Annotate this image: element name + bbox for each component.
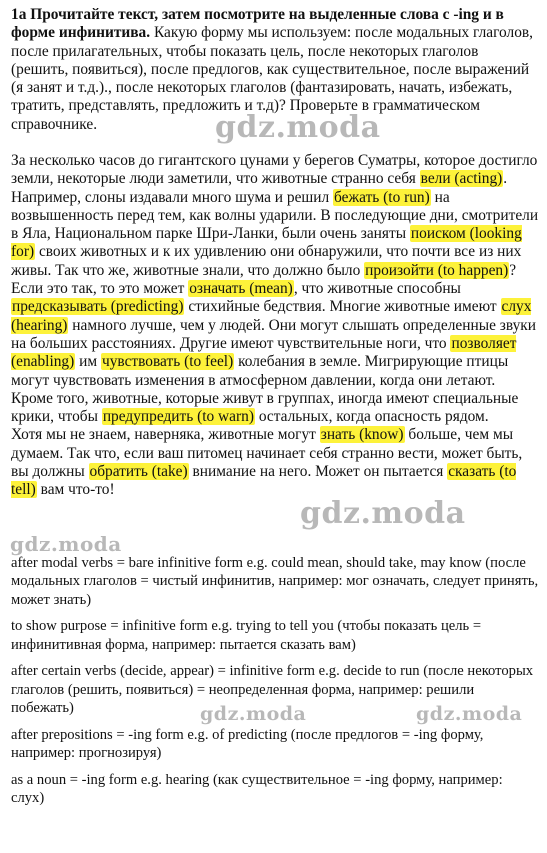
story-fragment: вам что-то!	[40, 481, 115, 499]
story-fragment: больше, чем мы думаем. Так что, если ваш питомец начинает себя странно вести, может быть, вы должны	[11, 426, 523, 481]
highlight-know: знать (know)	[320, 426, 404, 444]
story-fragment: За несколько часов до гигантского цунами у берегов Суматры, которое достигло земли, некоторые люди заметили, что животные странно себя	[11, 152, 538, 188]
note-prepositions: after prepositions = -ing form e.g. of predicting (после предлогов = -ing форму, например: прогнозируя)	[11, 726, 484, 762]
story-fragment: Хотя мы не знаем, наверняка, животные могут	[11, 426, 316, 444]
highlight-to-run: бежать (to run)	[334, 188, 430, 206]
story-fragment: , что животные способны	[293, 280, 461, 298]
highlight-looking-for: поиском (looking for)	[11, 225, 522, 261]
highlight-enabling: позволяет (enabling)	[11, 334, 517, 371]
story-text	[11, 152, 539, 500]
story-fragment: . Например, слоны издавали много шума и решил	[11, 170, 508, 206]
highlight-predicting: предсказывать (predicting)	[12, 298, 184, 316]
story-fragment: ? Если это так, то это может	[11, 261, 517, 298]
instruction-text: Какую форму мы используем: после модальных глаголов, после прилагательных, чтобы показать цель, после некоторых глаголов (решить, появиться), после предлогов, как существительное, после выражений (я занят и т.д.)., после некоторых глаголов (фантазировать, начать, избежать, тратить, представлять, предложить и т.д)? Проверьте в грамматическом справочнике.	[11, 24, 534, 133]
highlight-to-feel: чувствовать (to feel)	[101, 353, 234, 371]
highlight-take: обратить (take)	[89, 463, 188, 481]
exercise-number: 1а	[11, 6, 27, 23]
watermark: gdz.moda	[300, 496, 466, 531]
note-certain-verbs: after certain verbs (decide, appear) = infinitive form e.g. decide to run (после некоторых глаголов (решить, появиться) = неопределенная форма, например: решили побежать)	[11, 663, 534, 717]
note-noun: as a noun = -ing form e.g. hearing (как существительное = -ing форму, например: слух)	[11, 771, 503, 807]
instruction-bold: Прочитайте текст, затем посмотрите на выделенные слова с -ing и в форме инфинитива.	[11, 6, 504, 42]
story-fragment: остальных, когда опасность рядом.	[258, 408, 489, 426]
note-modal-verbs: after modal verbs = bare infinitive form e.g. could mean, should take, may know (после модальных глаголов = чистый инфинитив, например: мог означать, следует принять, может знать)	[11, 555, 539, 608]
watermark: gdz.moda	[10, 532, 122, 556]
story-fragment: им	[79, 353, 98, 371]
highlight-mean: означать (mean)	[189, 280, 293, 298]
watermark: gdz.moda	[215, 110, 381, 145]
highlight-hearing: слух (hearing)	[11, 298, 532, 334]
story-fragment: внимание на него. Может он пытается	[192, 463, 444, 481]
story-fragment: намного лучше, чем у людей. Они могут слышать определенные звуки на больших расстояниях. Другие имеют чувствительные ноги, что	[11, 316, 536, 352]
highlight-to-happen: произойти (to happen)	[365, 261, 509, 279]
story-fragment: стихийные бедствия. Многие животные имеют	[188, 298, 497, 316]
watermark: gdz.moda	[200, 703, 307, 725]
highlight-to-tell: сказать (to tell)	[11, 463, 517, 499]
story-fragment: своих животных и к их удивлению они обнаружили, что почти все из них живы. Так что же, животные знали, что должно было	[11, 243, 522, 279]
grammar-notes	[11, 554, 539, 816]
story-fragment: на возвышенность перед тем, как волны ударили. В последующие дни, смотрители в Яла, Национальном парке Шри-Ланки, были очень заняты	[11, 188, 539, 243]
highlight-to-warn: предупредить (to warn)	[102, 408, 254, 426]
highlight-acting: вели (acting)	[420, 170, 503, 188]
note-purpose: to show purpose = infinitive form e.g. trying to tell you (чтобы показать цель = инфинитивная форма, например: пытается сказать вам)	[11, 618, 482, 653]
watermark: gdz.moda	[416, 703, 523, 725]
story-fragment: колебания в земле. Мигрирующие птицы могут чувствовать изменения в атмосферном давлении, когда они летают. Кроме того, животные, которые живут в группах, иногда имеют специальные крики, чтобы	[11, 353, 519, 426]
